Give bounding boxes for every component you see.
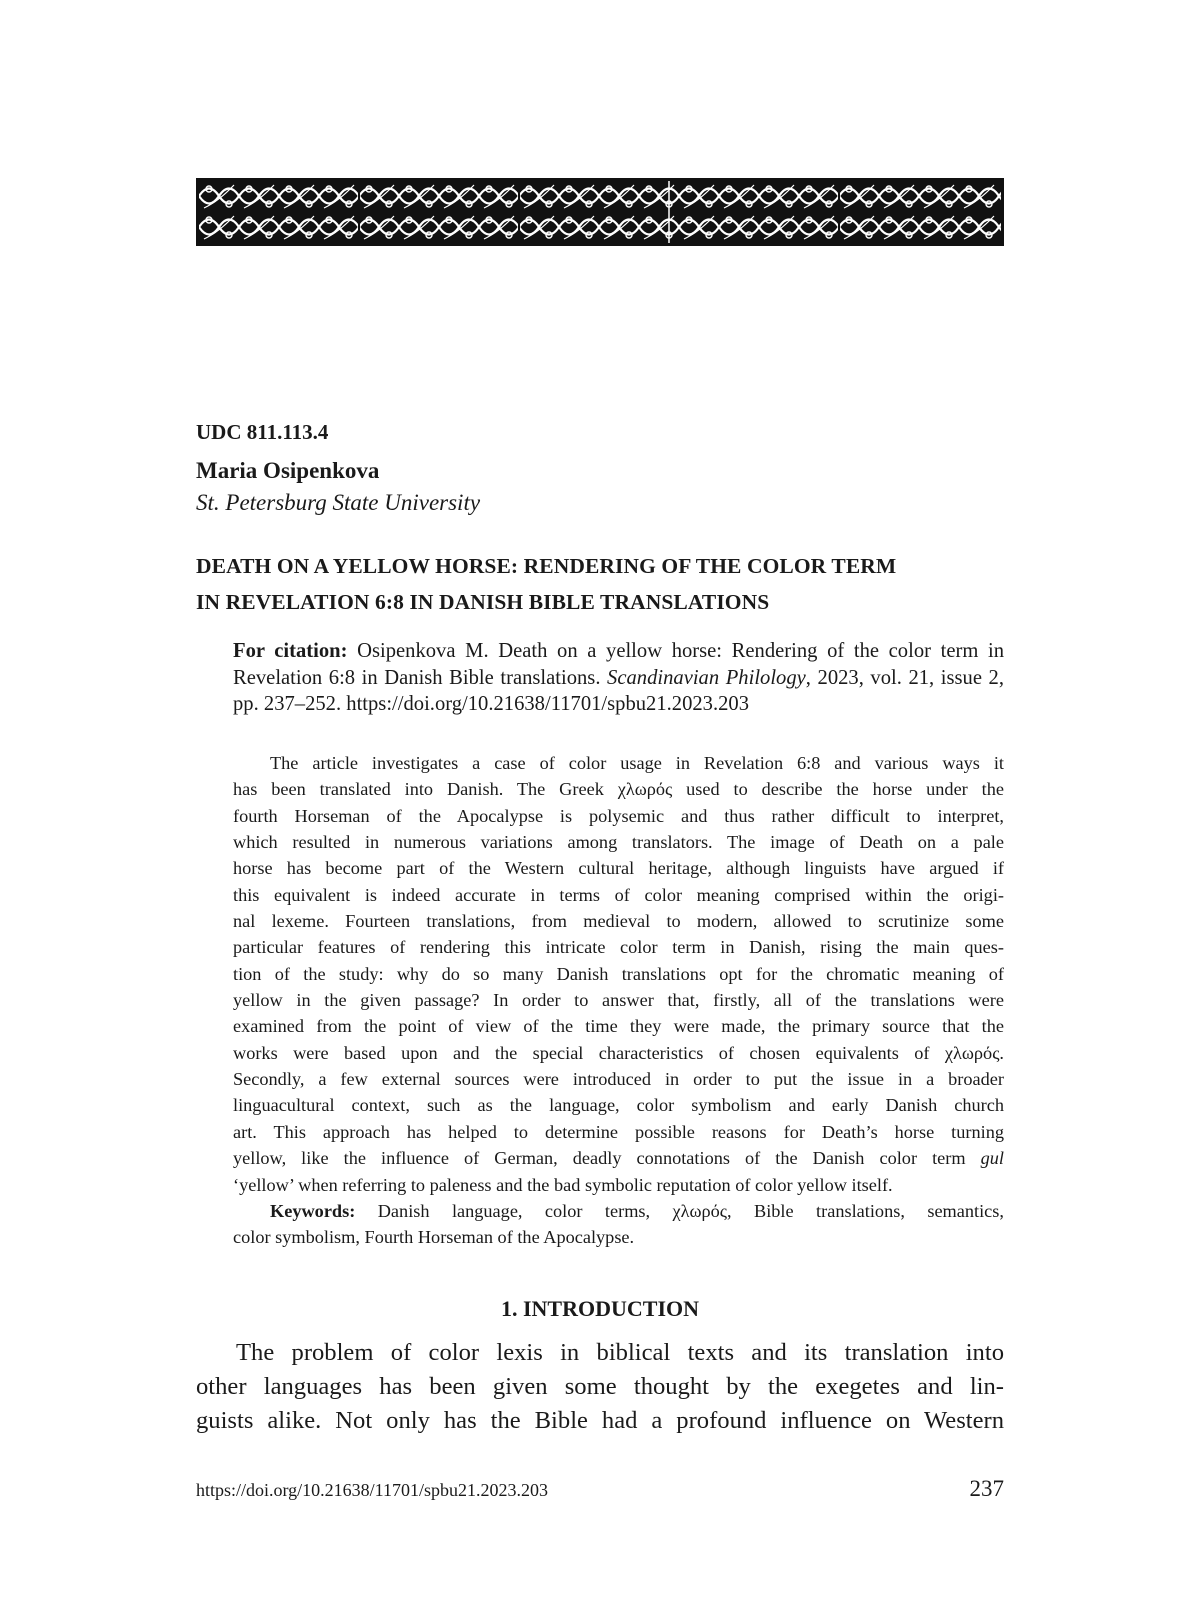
abstract-line: which resulted in numerous variations among translators. The image of Death on a pale <box>233 832 1004 853</box>
abstract-line: horse has become part of the Western cultural heritage, although linguists have argued if <box>233 858 1004 879</box>
title-line: DEATH ON A YELLOW HORSE: RENDERING OF THE COLOR TERM <box>196 554 897 578</box>
abstract-line: this equivalent is indeed accurate in terms of color meaning comprised within the origi- <box>233 884 1004 905</box>
abstract-line: The article investigates a case of color usage in Revelation 6:8 and various ways it <box>270 753 1004 773</box>
citation-block <box>233 638 1004 718</box>
abstract-line: has been translated into Danish. The Greek χλωρός used to describe the horse under the <box>233 779 1004 800</box>
citation-details: , 2023, vol. 21, issue 2, pp. 237–252. https://doi.org/10.21638/11701/spbu21.2023.203 <box>233 666 1004 715</box>
celtic-knot-ornament-icon <box>196 178 1004 246</box>
abstract-line: particular features of rendering this intricate color term in Danish, rising the main ques- <box>233 937 1004 958</box>
abstract-line: linguacultural context, such as the language, color symbolism and early Danish church <box>233 1095 1004 1116</box>
footer-doi-link[interactable]: https://doi.org/10.21638/11701/spbu21.2023.203 <box>196 1480 549 1500</box>
abstract-line: nal lexeme. Fourteen translations, from medieval to modern, allowed to scrutinize some <box>233 911 1004 932</box>
abstract-line: ‘yellow’ when referring to paleness and the bad symbolic reputation of color yellow itself. <box>233 1174 893 1195</box>
keywords-label: Keywords: <box>270 1200 356 1221</box>
body-line: guists alike. Not only has the Bible had a profound influence on Western <box>196 1407 1004 1434</box>
abstract-line: works were based upon and the special characteristics of chosen equivalents of χλωρός. <box>233 1042 1004 1063</box>
abstract-line: fourth Horseman of the Apocalypse is polysemic and thus rather difficult to interpret, <box>233 805 1004 826</box>
citation-label: For citation: <box>233 640 348 662</box>
page-number: 237 <box>969 1476 1004 1501</box>
author-name: Maria Osipenkova <box>196 458 380 483</box>
keywords-text: Danish language, color terms, χλωρός, Bible translations, semantics, <box>377 1200 1004 1221</box>
abstract-line: examined from the point of view of the time they were made, the primary source that the <box>233 1016 1004 1037</box>
body-line: other languages has been given some thought by the exegetes and lin- <box>196 1373 1004 1400</box>
article-title <box>196 548 1016 620</box>
abstract-line-with-gul <box>233 1145 1004 1171</box>
citation-text: Osipenkova M. Death on a yellow horse: Rendering of the color term in Revelation 6:8 in Danish Bible translations. <box>233 640 1004 689</box>
citation-journal: Scandinavian Philology <box>607 666 806 689</box>
udc-code: UDC 811.113.4 <box>196 420 329 444</box>
keywords-line: color symbolism, Fourth Horseman of the Apocalypse. <box>233 1227 635 1248</box>
abstract-term-gul: gul <box>980 1148 1004 1169</box>
abstract-line: art. This approach has helped to determine possible reasons for Death’s horse turning <box>233 1121 1004 1142</box>
abstract-line: yellow, like the influence of German, deadly connotations of the Danish color term <box>233 1148 966 1169</box>
abstract-line: yellow in the given passage? In order to answer that, firstly, all of the translations were <box>233 990 1004 1011</box>
section-heading: 1. INTRODUCTION <box>500 1296 700 1321</box>
abstract-line: tion of the study: why do so many Danish translations opt for the chromatic meaning of <box>233 963 1004 984</box>
author-affiliation: St. Petersburg State University <box>196 490 481 515</box>
abstract <box>233 750 1004 1251</box>
keywords-line <box>233 1198 1004 1224</box>
title-line: IN REVELATION 6:8 IN DANISH BIBLE TRANSLATIONS <box>196 590 770 614</box>
body-line: The problem of color lexis in biblical texts and its translation into <box>236 1339 1004 1366</box>
abstract-line: Secondly, a few external sources were introduced in order to put the issue in a broader <box>233 1069 1004 1090</box>
introduction-text <box>196 1336 1004 1438</box>
